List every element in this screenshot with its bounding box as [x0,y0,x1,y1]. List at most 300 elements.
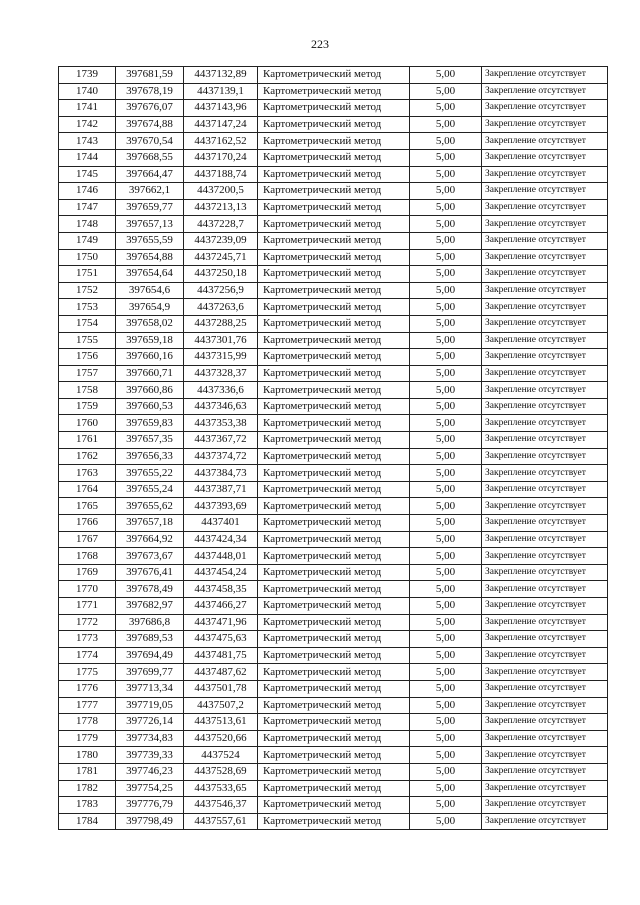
point-number-cell: 1748 [59,216,116,233]
point-number-cell: 1746 [59,183,116,200]
method-cell: Картометрический метод [258,564,410,581]
method-cell: Картометрический метод [258,714,410,731]
x-coordinate-cell: 397655,62 [116,498,184,515]
fixation-cell: Закрепление отсутствует [482,780,608,797]
fixation-cell: Закрепление отсутствует [482,531,608,548]
fixation-cell: Закрепление отсутствует [482,365,608,382]
fixation-cell: Закрепление отсутствует [482,714,608,731]
x-coordinate-cell: 397694,49 [116,647,184,664]
accuracy-cell: 5,00 [410,614,482,631]
accuracy-cell: 5,00 [410,282,482,299]
accuracy-cell: 5,00 [410,100,482,117]
point-number-cell: 1763 [59,465,116,482]
y-coordinate-cell: 4437346,63 [184,398,258,415]
method-cell: Картометрический метод [258,299,410,316]
x-coordinate-cell: 397746,23 [116,763,184,780]
table-row [59,598,608,615]
table-row [59,763,608,780]
accuracy-cell: 5,00 [410,315,482,332]
point-number-cell: 1779 [59,730,116,747]
y-coordinate-cell: 4437384,73 [184,465,258,482]
method-cell: Картометрический метод [258,780,410,797]
fixation-cell: Закрепление отсутствует [482,763,608,780]
method-cell: Картометрический метод [258,332,410,349]
table-row [59,531,608,548]
table-row [59,266,608,283]
fixation-cell: Закрепление отсутствует [482,183,608,200]
x-coordinate-cell: 397658,02 [116,315,184,332]
x-coordinate-cell: 397699,77 [116,664,184,681]
accuracy-cell: 5,00 [410,83,482,100]
x-coordinate-cell: 397676,41 [116,564,184,581]
point-number-cell: 1770 [59,581,116,598]
y-coordinate-cell: 4437170,24 [184,149,258,166]
point-number-cell: 1774 [59,647,116,664]
accuracy-cell: 5,00 [410,564,482,581]
method-cell: Картометрический метод [258,465,410,482]
accuracy-cell: 5,00 [410,515,482,532]
point-number-cell: 1756 [59,349,116,366]
accuracy-cell: 5,00 [410,481,482,498]
x-coordinate-cell: 397670,54 [116,133,184,150]
fixation-cell: Закрепление отсутствует [482,498,608,515]
method-cell: Картометрический метод [258,149,410,166]
table-row [59,481,608,498]
method-cell: Картометрический метод [258,67,410,84]
fixation-cell: Закрепление отсутствует [482,614,608,631]
fixation-cell: Закрепление отсутствует [482,581,608,598]
fixation-cell: Закрепление отсутствует [482,282,608,299]
table-row [59,498,608,515]
x-coordinate-cell: 397673,67 [116,548,184,565]
y-coordinate-cell: 4437424,34 [184,531,258,548]
table-row [59,299,608,316]
x-coordinate-cell: 397654,6 [116,282,184,299]
method-cell: Картометрический метод [258,697,410,714]
method-cell: Картометрический метод [258,548,410,565]
table-row [59,631,608,648]
x-coordinate-cell: 397776,79 [116,797,184,814]
fixation-cell: Закрепление отсутствует [482,232,608,249]
x-coordinate-cell: 397654,64 [116,266,184,283]
point-number-cell: 1753 [59,299,116,316]
y-coordinate-cell: 4437200,5 [184,183,258,200]
page-number: 223 [311,37,329,51]
accuracy-cell: 5,00 [410,149,482,166]
y-coordinate-cell: 4437132,89 [184,67,258,84]
table-row [59,797,608,814]
fixation-cell: Закрепление отсутствует [482,548,608,565]
point-number-cell: 1776 [59,680,116,697]
x-coordinate-cell: 397754,25 [116,780,184,797]
y-coordinate-cell: 4437147,24 [184,116,258,133]
accuracy-cell: 5,00 [410,415,482,432]
table-row [59,780,608,797]
method-cell: Картометрический метод [258,183,410,200]
fixation-cell: Закрепление отсутствует [482,332,608,349]
fixation-cell: Закрепление отсутствует [482,266,608,283]
y-coordinate-cell: 4437228,7 [184,216,258,233]
table-row [59,581,608,598]
method-cell: Картометрический метод [258,415,410,432]
y-coordinate-cell: 4437143,96 [184,100,258,117]
fixation-cell: Закрепление отсутствует [482,349,608,366]
accuracy-cell: 5,00 [410,382,482,399]
x-coordinate-cell: 397655,22 [116,465,184,482]
y-coordinate-cell: 4437328,37 [184,365,258,382]
fixation-cell: Закрепление отсутствует [482,797,608,814]
method-cell: Картометрический метод [258,432,410,449]
y-coordinate-cell: 4437513,61 [184,714,258,731]
table-row [59,133,608,150]
table-row [59,714,608,731]
y-coordinate-cell: 4437401 [184,515,258,532]
method-cell: Картометрический метод [258,249,410,266]
x-coordinate-cell: 397659,77 [116,199,184,216]
y-coordinate-cell: 4437139,1 [184,83,258,100]
fixation-cell: Закрепление отсутствует [482,481,608,498]
table-row [59,232,608,249]
x-coordinate-cell: 397654,88 [116,249,184,266]
point-number-cell: 1780 [59,747,116,764]
x-coordinate-cell: 397660,71 [116,365,184,382]
accuracy-cell: 5,00 [410,116,482,133]
accuracy-cell: 5,00 [410,498,482,515]
method-cell: Картометрический метод [258,680,410,697]
point-number-cell: 1771 [59,598,116,615]
x-coordinate-cell: 397689,53 [116,631,184,648]
x-coordinate-cell: 397657,18 [116,515,184,532]
table-row [59,249,608,266]
method-cell: Картометрический метод [258,797,410,814]
y-coordinate-cell: 4437524 [184,747,258,764]
method-cell: Картометрический метод [258,730,410,747]
fixation-cell: Закрепление отсутствует [482,647,608,664]
fixation-cell: Закрепление отсутствует [482,631,608,648]
y-coordinate-cell: 4437501,78 [184,680,258,697]
accuracy-cell: 5,00 [410,249,482,266]
accuracy-cell: 5,00 [410,432,482,449]
fixation-cell: Закрепление отсутствует [482,67,608,84]
point-number-cell: 1769 [59,564,116,581]
method-cell: Картометрический метод [258,581,410,598]
accuracy-cell: 5,00 [410,183,482,200]
table-row [59,432,608,449]
point-number-cell: 1739 [59,67,116,84]
method-cell: Картометрический метод [258,448,410,465]
method-cell: Картометрический метод [258,349,410,366]
accuracy-cell: 5,00 [410,448,482,465]
table-row [59,216,608,233]
method-cell: Картометрический метод [258,747,410,764]
accuracy-cell: 5,00 [410,763,482,780]
fixation-cell: Закрепление отсутствует [482,216,608,233]
accuracy-cell: 5,00 [410,780,482,797]
y-coordinate-cell: 4437393,69 [184,498,258,515]
y-coordinate-cell: 4437387,71 [184,481,258,498]
method-cell: Картометрический метод [258,664,410,681]
x-coordinate-cell: 397739,33 [116,747,184,764]
fixation-cell: Закрепление отсутствует [482,166,608,183]
method-cell: Картометрический метод [258,614,410,631]
accuracy-cell: 5,00 [410,813,482,830]
fixation-cell: Закрепление отсутствует [482,664,608,681]
y-coordinate-cell: 4437239,09 [184,232,258,249]
point-number-cell: 1757 [59,365,116,382]
table-row [59,315,608,332]
x-coordinate-cell: 397719,05 [116,697,184,714]
method-cell: Картометрический метод [258,365,410,382]
x-coordinate-cell: 397655,59 [116,232,184,249]
method-cell: Картометрический метод [258,813,410,830]
accuracy-cell: 5,00 [410,67,482,84]
accuracy-cell: 5,00 [410,332,482,349]
fixation-cell: Закрепление отсутствует [482,149,608,166]
accuracy-cell: 5,00 [410,680,482,697]
table-row [59,398,608,415]
y-coordinate-cell: 4437353,38 [184,415,258,432]
accuracy-cell: 5,00 [410,797,482,814]
table-row [59,166,608,183]
fixation-cell: Закрепление отсутствует [482,747,608,764]
method-cell: Картометрический метод [258,216,410,233]
y-coordinate-cell: 4437471,96 [184,614,258,631]
table-row [59,680,608,697]
point-number-cell: 1781 [59,763,116,780]
method-cell: Картометрический метод [258,481,410,498]
table-row [59,332,608,349]
point-number-cell: 1745 [59,166,116,183]
point-number-cell: 1764 [59,481,116,498]
y-coordinate-cell: 4437487,62 [184,664,258,681]
fixation-cell: Закрепление отсутствует [482,382,608,399]
y-coordinate-cell: 4437301,76 [184,332,258,349]
point-number-cell: 1765 [59,498,116,515]
fixation-cell: Закрепление отсутствует [482,730,608,747]
point-number-cell: 1747 [59,199,116,216]
point-number-cell: 1782 [59,780,116,797]
y-coordinate-cell: 4437448,01 [184,548,258,565]
accuracy-cell: 5,00 [410,349,482,366]
accuracy-cell: 5,00 [410,647,482,664]
point-number-cell: 1784 [59,813,116,830]
x-coordinate-cell: 397657,13 [116,216,184,233]
table-row [59,365,608,382]
point-number-cell: 1766 [59,515,116,532]
accuracy-cell: 5,00 [410,199,482,216]
y-coordinate-cell: 4437507,2 [184,697,258,714]
table-row [59,382,608,399]
point-number-cell: 1752 [59,282,116,299]
accuracy-cell: 5,00 [410,266,482,283]
x-coordinate-cell: 397660,86 [116,382,184,399]
y-coordinate-cell: 4437245,71 [184,249,258,266]
point-number-cell: 1742 [59,116,116,133]
fixation-cell: Закрепление отсутствует [482,697,608,714]
table-row [59,515,608,532]
accuracy-cell: 5,00 [410,697,482,714]
x-coordinate-cell: 397678,49 [116,581,184,598]
x-coordinate-cell: 397664,92 [116,531,184,548]
accuracy-cell: 5,00 [410,398,482,415]
method-cell: Картометрический метод [258,232,410,249]
x-coordinate-cell: 397668,55 [116,149,184,166]
x-coordinate-cell: 397654,9 [116,299,184,316]
y-coordinate-cell: 4437367,72 [184,432,258,449]
table-row [59,448,608,465]
y-coordinate-cell: 4437162,52 [184,133,258,150]
accuracy-cell: 5,00 [410,747,482,764]
point-number-cell: 1775 [59,664,116,681]
table-row [59,813,608,830]
x-coordinate-cell: 397681,59 [116,67,184,84]
x-coordinate-cell: 397656,33 [116,448,184,465]
point-number-cell: 1759 [59,398,116,415]
x-coordinate-cell: 397686,8 [116,614,184,631]
x-coordinate-cell: 397659,18 [116,332,184,349]
fixation-cell: Закрепление отсутствует [482,83,608,100]
method-cell: Картометрический метод [258,83,410,100]
x-coordinate-cell: 397678,19 [116,83,184,100]
point-number-cell: 1750 [59,249,116,266]
accuracy-cell: 5,00 [410,531,482,548]
x-coordinate-cell: 397662,1 [116,183,184,200]
point-number-cell: 1758 [59,382,116,399]
method-cell: Картометрический метод [258,763,410,780]
table-row [59,199,608,216]
y-coordinate-cell: 4437288,25 [184,315,258,332]
point-number-cell: 1777 [59,697,116,714]
accuracy-cell: 5,00 [410,299,482,316]
fixation-cell: Закрепление отсутствует [482,100,608,117]
y-coordinate-cell: 4437533,65 [184,780,258,797]
method-cell: Картометрический метод [258,116,410,133]
y-coordinate-cell: 4437263,6 [184,299,258,316]
accuracy-cell: 5,00 [410,548,482,565]
x-coordinate-cell: 397798,49 [116,813,184,830]
y-coordinate-cell: 4437213,13 [184,199,258,216]
fixation-cell: Закрепление отсутствует [482,680,608,697]
point-number-cell: 1778 [59,714,116,731]
y-coordinate-cell: 4437336,6 [184,382,258,399]
table-row [59,614,608,631]
x-coordinate-cell: 397674,88 [116,116,184,133]
y-coordinate-cell: 4437188,74 [184,166,258,183]
x-coordinate-cell: 397659,83 [116,415,184,432]
accuracy-cell: 5,00 [410,133,482,150]
fixation-cell: Закрепление отсутствует [482,315,608,332]
x-coordinate-cell: 397655,24 [116,481,184,498]
method-cell: Картометрический метод [258,282,410,299]
table-row [59,83,608,100]
y-coordinate-cell: 4437528,69 [184,763,258,780]
table-row [59,116,608,133]
table-row [59,730,608,747]
point-number-cell: 1741 [59,100,116,117]
table-row [59,349,608,366]
table-row [59,664,608,681]
table-row [59,67,608,84]
method-cell: Картометрический метод [258,266,410,283]
y-coordinate-cell: 4437256,9 [184,282,258,299]
table-row [59,647,608,664]
x-coordinate-cell: 397682,97 [116,598,184,615]
table-row [59,465,608,482]
accuracy-cell: 5,00 [410,714,482,731]
fixation-cell: Закрепление отсутствует [482,465,608,482]
method-cell: Картометрический метод [258,515,410,532]
accuracy-cell: 5,00 [410,730,482,747]
method-cell: Картометрический метод [258,133,410,150]
method-cell: Картометрический метод [258,647,410,664]
x-coordinate-cell: 397660,16 [116,349,184,366]
x-coordinate-cell: 397734,83 [116,730,184,747]
fixation-cell: Закрепление отсутствует [482,133,608,150]
fixation-cell: Закрепление отсутствует [482,432,608,449]
fixation-cell: Закрепление отсутствует [482,564,608,581]
fixation-cell: Закрепление отсутствует [482,299,608,316]
point-number-cell: 1744 [59,149,116,166]
accuracy-cell: 5,00 [410,598,482,615]
point-number-cell: 1754 [59,315,116,332]
fixation-cell: Закрепление отсутствует [482,598,608,615]
coordinates-table [58,66,608,830]
fixation-cell: Закрепление отсутствует [482,398,608,415]
point-number-cell: 1751 [59,266,116,283]
table-row [59,747,608,764]
point-number-cell: 1760 [59,415,116,432]
table-row [59,564,608,581]
method-cell: Картометрический метод [258,398,410,415]
point-number-cell: 1740 [59,83,116,100]
y-coordinate-cell: 4437315,99 [184,349,258,366]
point-number-cell: 1755 [59,332,116,349]
accuracy-cell: 5,00 [410,631,482,648]
y-coordinate-cell: 4437458,35 [184,581,258,598]
point-number-cell: 1743 [59,133,116,150]
fixation-cell: Закрепление отсутствует [482,415,608,432]
y-coordinate-cell: 4437454,24 [184,564,258,581]
fixation-cell: Закрепление отсутствует [482,199,608,216]
accuracy-cell: 5,00 [410,232,482,249]
y-coordinate-cell: 4437520,66 [184,730,258,747]
x-coordinate-cell: 397660,53 [116,398,184,415]
accuracy-cell: 5,00 [410,664,482,681]
point-number-cell: 1783 [59,797,116,814]
fixation-cell: Закрепление отсутствует [482,813,608,830]
point-number-cell: 1772 [59,614,116,631]
method-cell: Картометрический метод [258,498,410,515]
x-coordinate-cell: 397664,47 [116,166,184,183]
accuracy-cell: 5,00 [410,581,482,598]
point-number-cell: 1762 [59,448,116,465]
method-cell: Картометрический метод [258,598,410,615]
point-number-cell: 1767 [59,531,116,548]
x-coordinate-cell: 397713,34 [116,680,184,697]
method-cell: Картометрический метод [258,199,410,216]
y-coordinate-cell: 4437557,61 [184,813,258,830]
point-number-cell: 1773 [59,631,116,648]
table-row [59,548,608,565]
method-cell: Картометрический метод [258,166,410,183]
table-row [59,697,608,714]
accuracy-cell: 5,00 [410,465,482,482]
method-cell: Картометрический метод [258,531,410,548]
y-coordinate-cell: 4437546,37 [184,797,258,814]
accuracy-cell: 5,00 [410,216,482,233]
fixation-cell: Закрепление отсутствует [482,249,608,266]
fixation-cell: Закрепление отсутствует [482,448,608,465]
